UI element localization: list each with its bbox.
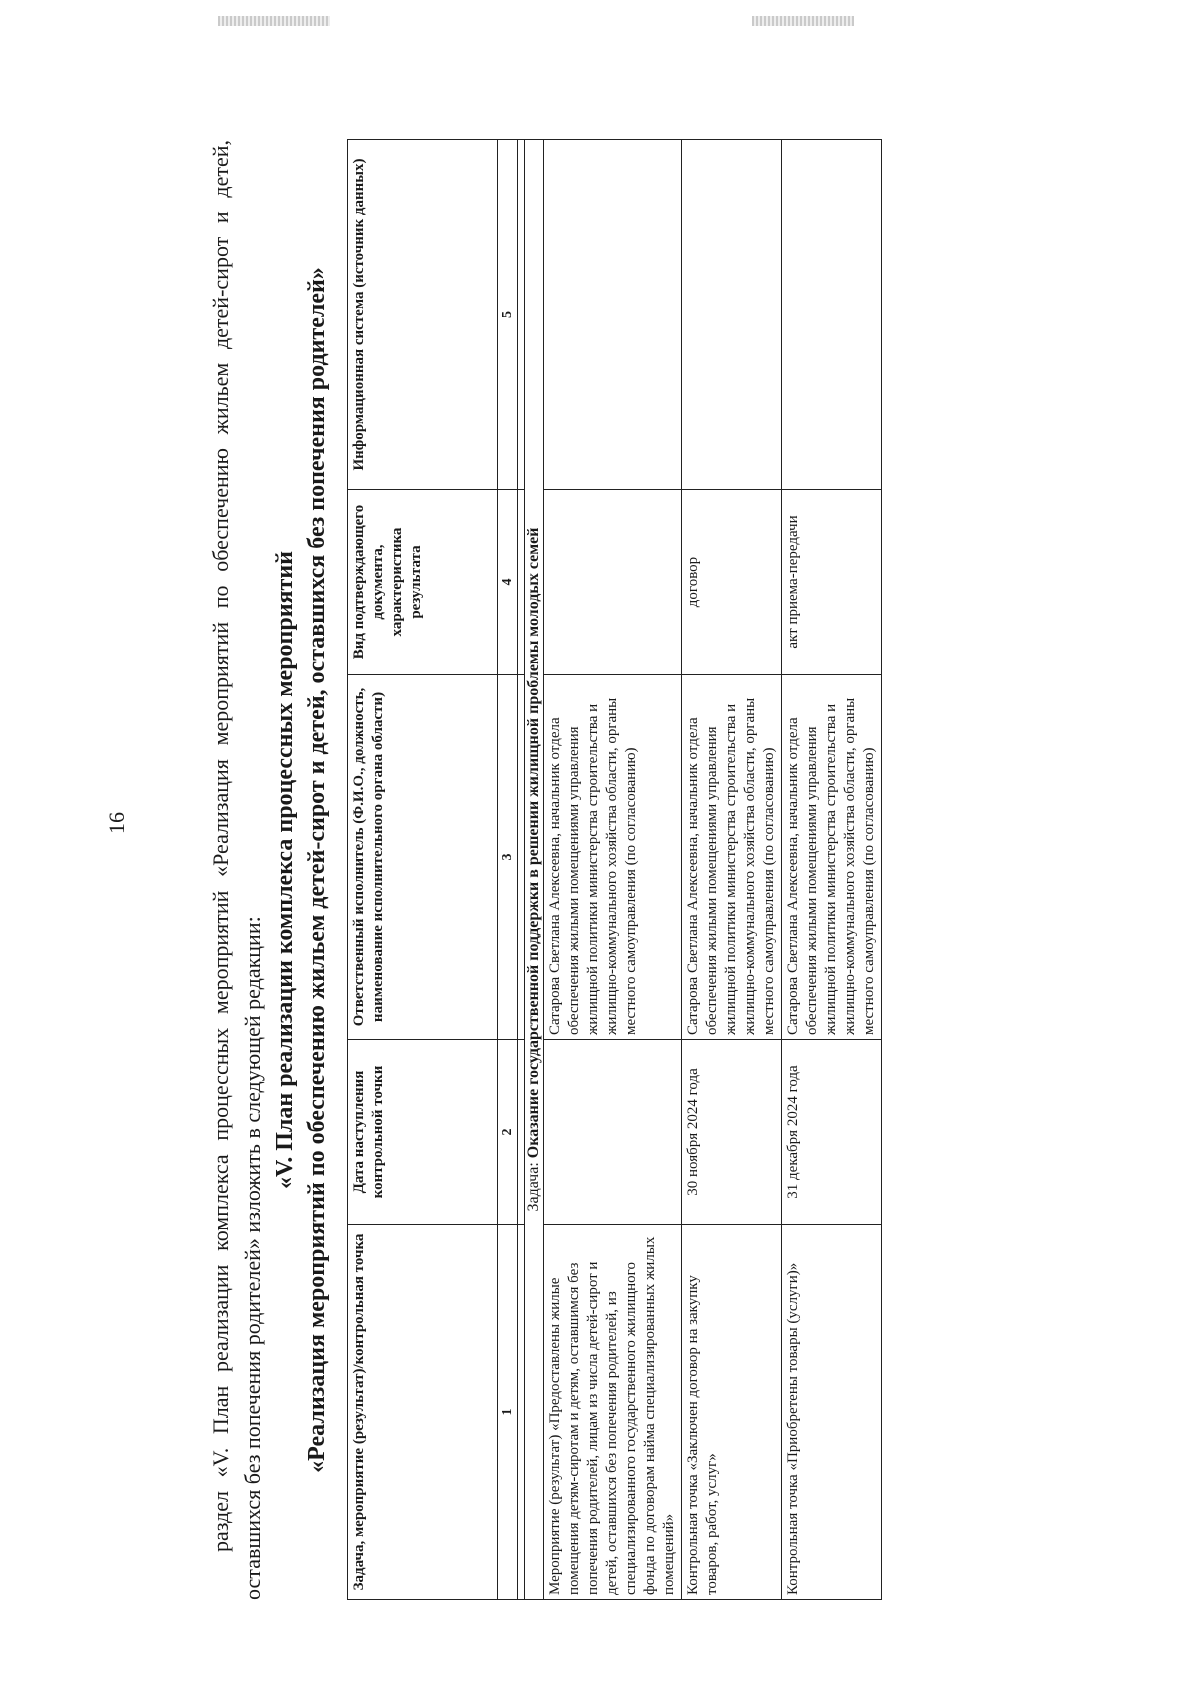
- column-number: 3: [498, 675, 518, 1040]
- header-date: Дата наступления контрольной точки: [348, 1040, 498, 1225]
- column-number: 4: [498, 490, 518, 675]
- task-cell: [525, 140, 544, 1600]
- cell-responsible: Сатарова Светлана Алексеевна, начальник отдела обеспечения жилыми помещениями управления жилищной политики министерства строительства и жилищно-коммунального хозяйства области, органы местного самоуправления (по согласованию): [682, 675, 782, 1040]
- cell-task: Контрольная точка «Заключен договор на закупку товаров, работ, услуг»: [682, 1225, 782, 1600]
- separator-cell: [518, 490, 525, 675]
- cell-task: Мероприятие (результат) «Предоставлены жилые помещения детям-сиротам и детям, оставшимся без попечения родителей, лицам из числа детей-сирот и детей, оставшихся без попечения родителей, из специализированного государственного жилищного фонда по договорам найма специализированных жилых помещений»: [544, 1225, 682, 1600]
- column-numbers-row: [498, 140, 518, 1600]
- column-number: 5: [498, 140, 518, 490]
- header-task: Задача, мероприятие (результат)/контрольная точка: [348, 1225, 498, 1600]
- plan-title-line2: «Реализация мероприятий по обеспечению жильем детей-сирот и детей, оставшихся без попечения родителей»: [304, 267, 330, 1473]
- intro-paragraph: раздел «V. План реализации комплекса процессных мероприятий «Реализация мероприятий по обеспечению жильем детей-сирот и детей, оставшихся без попечения родителей» изложить в следующей редакции:: [208, 140, 265, 1600]
- rotated-document: [205, 140, 970, 1600]
- cell-info-system: [682, 140, 782, 490]
- plan-title-line1: «V. План реализации комплекса процессных мероприятий: [272, 551, 298, 1189]
- header-document: Вид подтверждающего документа, характеристика результата: [348, 490, 498, 675]
- cell-task: Контрольная точка «Приобретены товары (услуги)»: [782, 1225, 882, 1600]
- header-row: [348, 140, 498, 1600]
- separator-cell: [518, 675, 525, 1040]
- separator-cell: [518, 1040, 525, 1225]
- task-label: Задача:: [525, 1162, 542, 1212]
- cell-date: [544, 1040, 682, 1225]
- cell-responsible: Сатарова Светлана Алексеевна, начальник отдела обеспечения жилыми помещениями управления жилищной политики министерства строительства и жилищно-коммунального хозяйства области, органы местного самоуправления (по согласованию): [782, 675, 882, 1040]
- plan-table: [347, 139, 882, 1600]
- cell-responsible: Сатарова Светлана Алексеевна, начальник отдела обеспечения жилыми помещениями управления жилищной политики министерства строительства и жилищно-коммунального хозяйства области, органы местного самоуправления (по согласованию): [544, 675, 682, 1040]
- scan-artifact: [752, 16, 854, 26]
- task-row: [525, 140, 544, 1600]
- cell-date: 30 ноября 2024 года: [682, 1040, 782, 1225]
- cell-document: акт приема-передачи: [782, 490, 882, 675]
- separator-row: [518, 140, 525, 1600]
- cell-document: [544, 490, 682, 675]
- header-responsible: Ответственный исполнитель (Ф.И.О., должность, наименование исполнительного органа области): [348, 675, 498, 1040]
- table-row: [782, 140, 882, 1600]
- scan-artifact: [218, 16, 330, 26]
- cell-document: договор: [682, 490, 782, 675]
- separator-cell: [518, 140, 525, 490]
- table-row: [544, 140, 682, 1600]
- cell-info-system: [544, 140, 682, 490]
- separator-cell: [518, 1225, 525, 1600]
- page-number: 16: [104, 812, 129, 834]
- table-row: [682, 140, 782, 1600]
- task-text: Оказание государственной поддержки в решении жилищной проблемы молодых семей: [525, 527, 542, 1159]
- cell-info-system: [782, 140, 882, 490]
- header-info-system: Информационная система (источник данных): [348, 140, 498, 490]
- column-number: 2: [498, 1040, 518, 1225]
- column-number: 1: [498, 1225, 518, 1600]
- cell-date: 31 декабря 2024 года: [782, 1040, 882, 1225]
